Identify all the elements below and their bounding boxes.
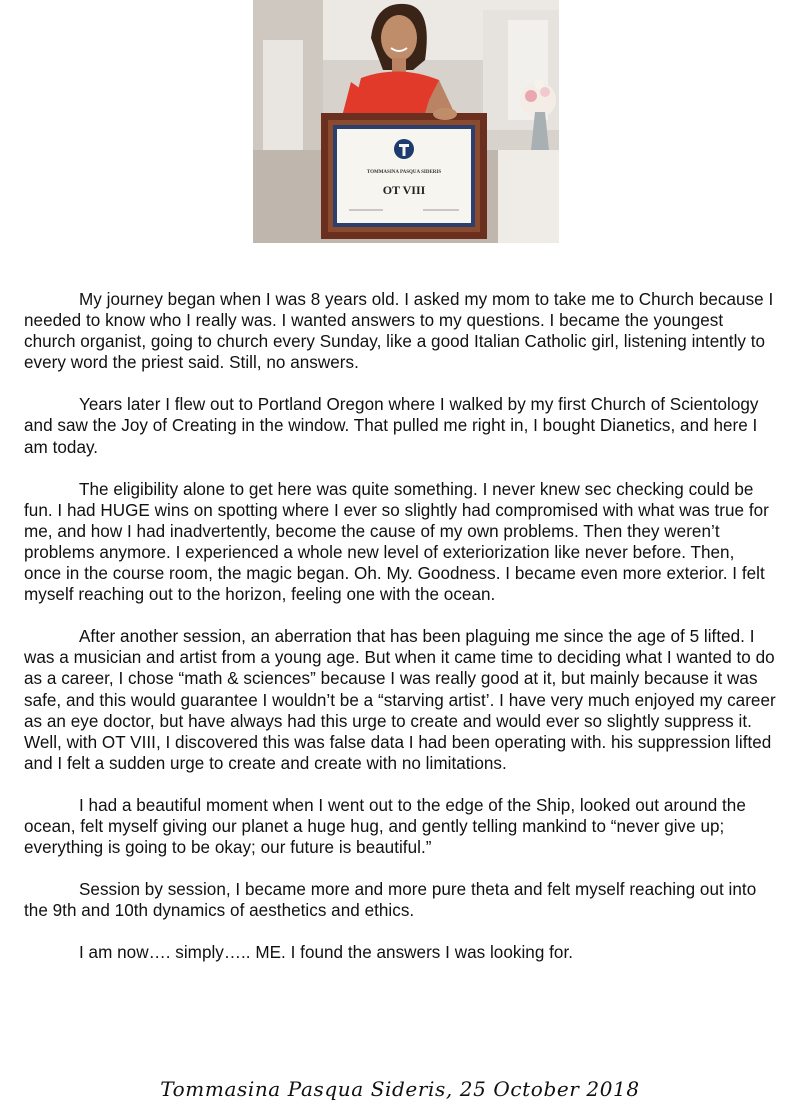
paragraph-journey: My journey began when I was 8 years old. I asked my mom to take me to Church because I needed to know who I really was. I wanted answers to my questions. I became the youngest church organist, going to church every Sunday, like a good Italian Catholic girl, listening intently to every word the priest said. Still, no answers. (24, 290, 774, 373)
certificate-title: OT VIII (382, 183, 426, 197)
portrait-photo (253, 0, 559, 243)
paragraph-portland: Years later I flew out to Portland Oregon where I walked by my first Church of Scientology and saw the Joy of Creating in the window. That pulled me right in, I bought Dianetics, and here I am today. (24, 395, 759, 457)
signature-line: Tommasina Pasqua Sideris, 25 October 2018 (160, 1077, 640, 1101)
paragraph-conclusion: I am now…. simply….. ME. I found the answers I was looking for. (79, 943, 574, 963)
certificate-heading: TOMMASINA PASQUA SIDERIS (366, 170, 442, 175)
letter-body (24, 289, 776, 984)
paragraph-ship: I had a beautiful moment when I went out to the edge of the Ship, looked out around the ocean, felt myself giving our planet a huge hug, and gently telling mankind to “never give up; everything is going to be okay; our future is beautiful.” (24, 795, 746, 858)
paragraph-theta: Session by session, I became more and more pure theta and felt myself reaching out into the 9th and 10th dynamics of aesthetics and ethics. (24, 880, 757, 921)
photo-illustration (253, 0, 559, 243)
paragraph-aberration: After another session, an aberration that has been plaguing me since the age of 5 lifted. I was a musician and artist from a young age. But when it came time to deciding what I wanted to do as a career, I chose “math & sciences” because I was really good at it, but mainly because it was safe, and this would guarantee I wouldn’t be a “starving artist’. I have very much enjoyed my career as an eye doctor, but have always had this urge to create and would ever so slightly suppress it. Well, with OT VIII, I discovered this was false data I had been operating with. his suppression lifted and I felt a sudden urge to create and create with no limitations. (24, 627, 776, 773)
paragraph-eligibility: The eligibility alone to get here was quite something. I never knew sec checking could be fun. I had HUGE wins on spotting where I ever so slightly had compromised with what was true for me, and how I had inadvertently, become the cause of my own problems. Then they weren’t problems anymore. I experienced a whole new level of exteriorization like never before. Then, once in the course room, the magic began. Oh. My. Goodness. I became even more exterior. I felt myself reaching out to the horizon, feeling one with the ocean. (24, 479, 769, 605)
